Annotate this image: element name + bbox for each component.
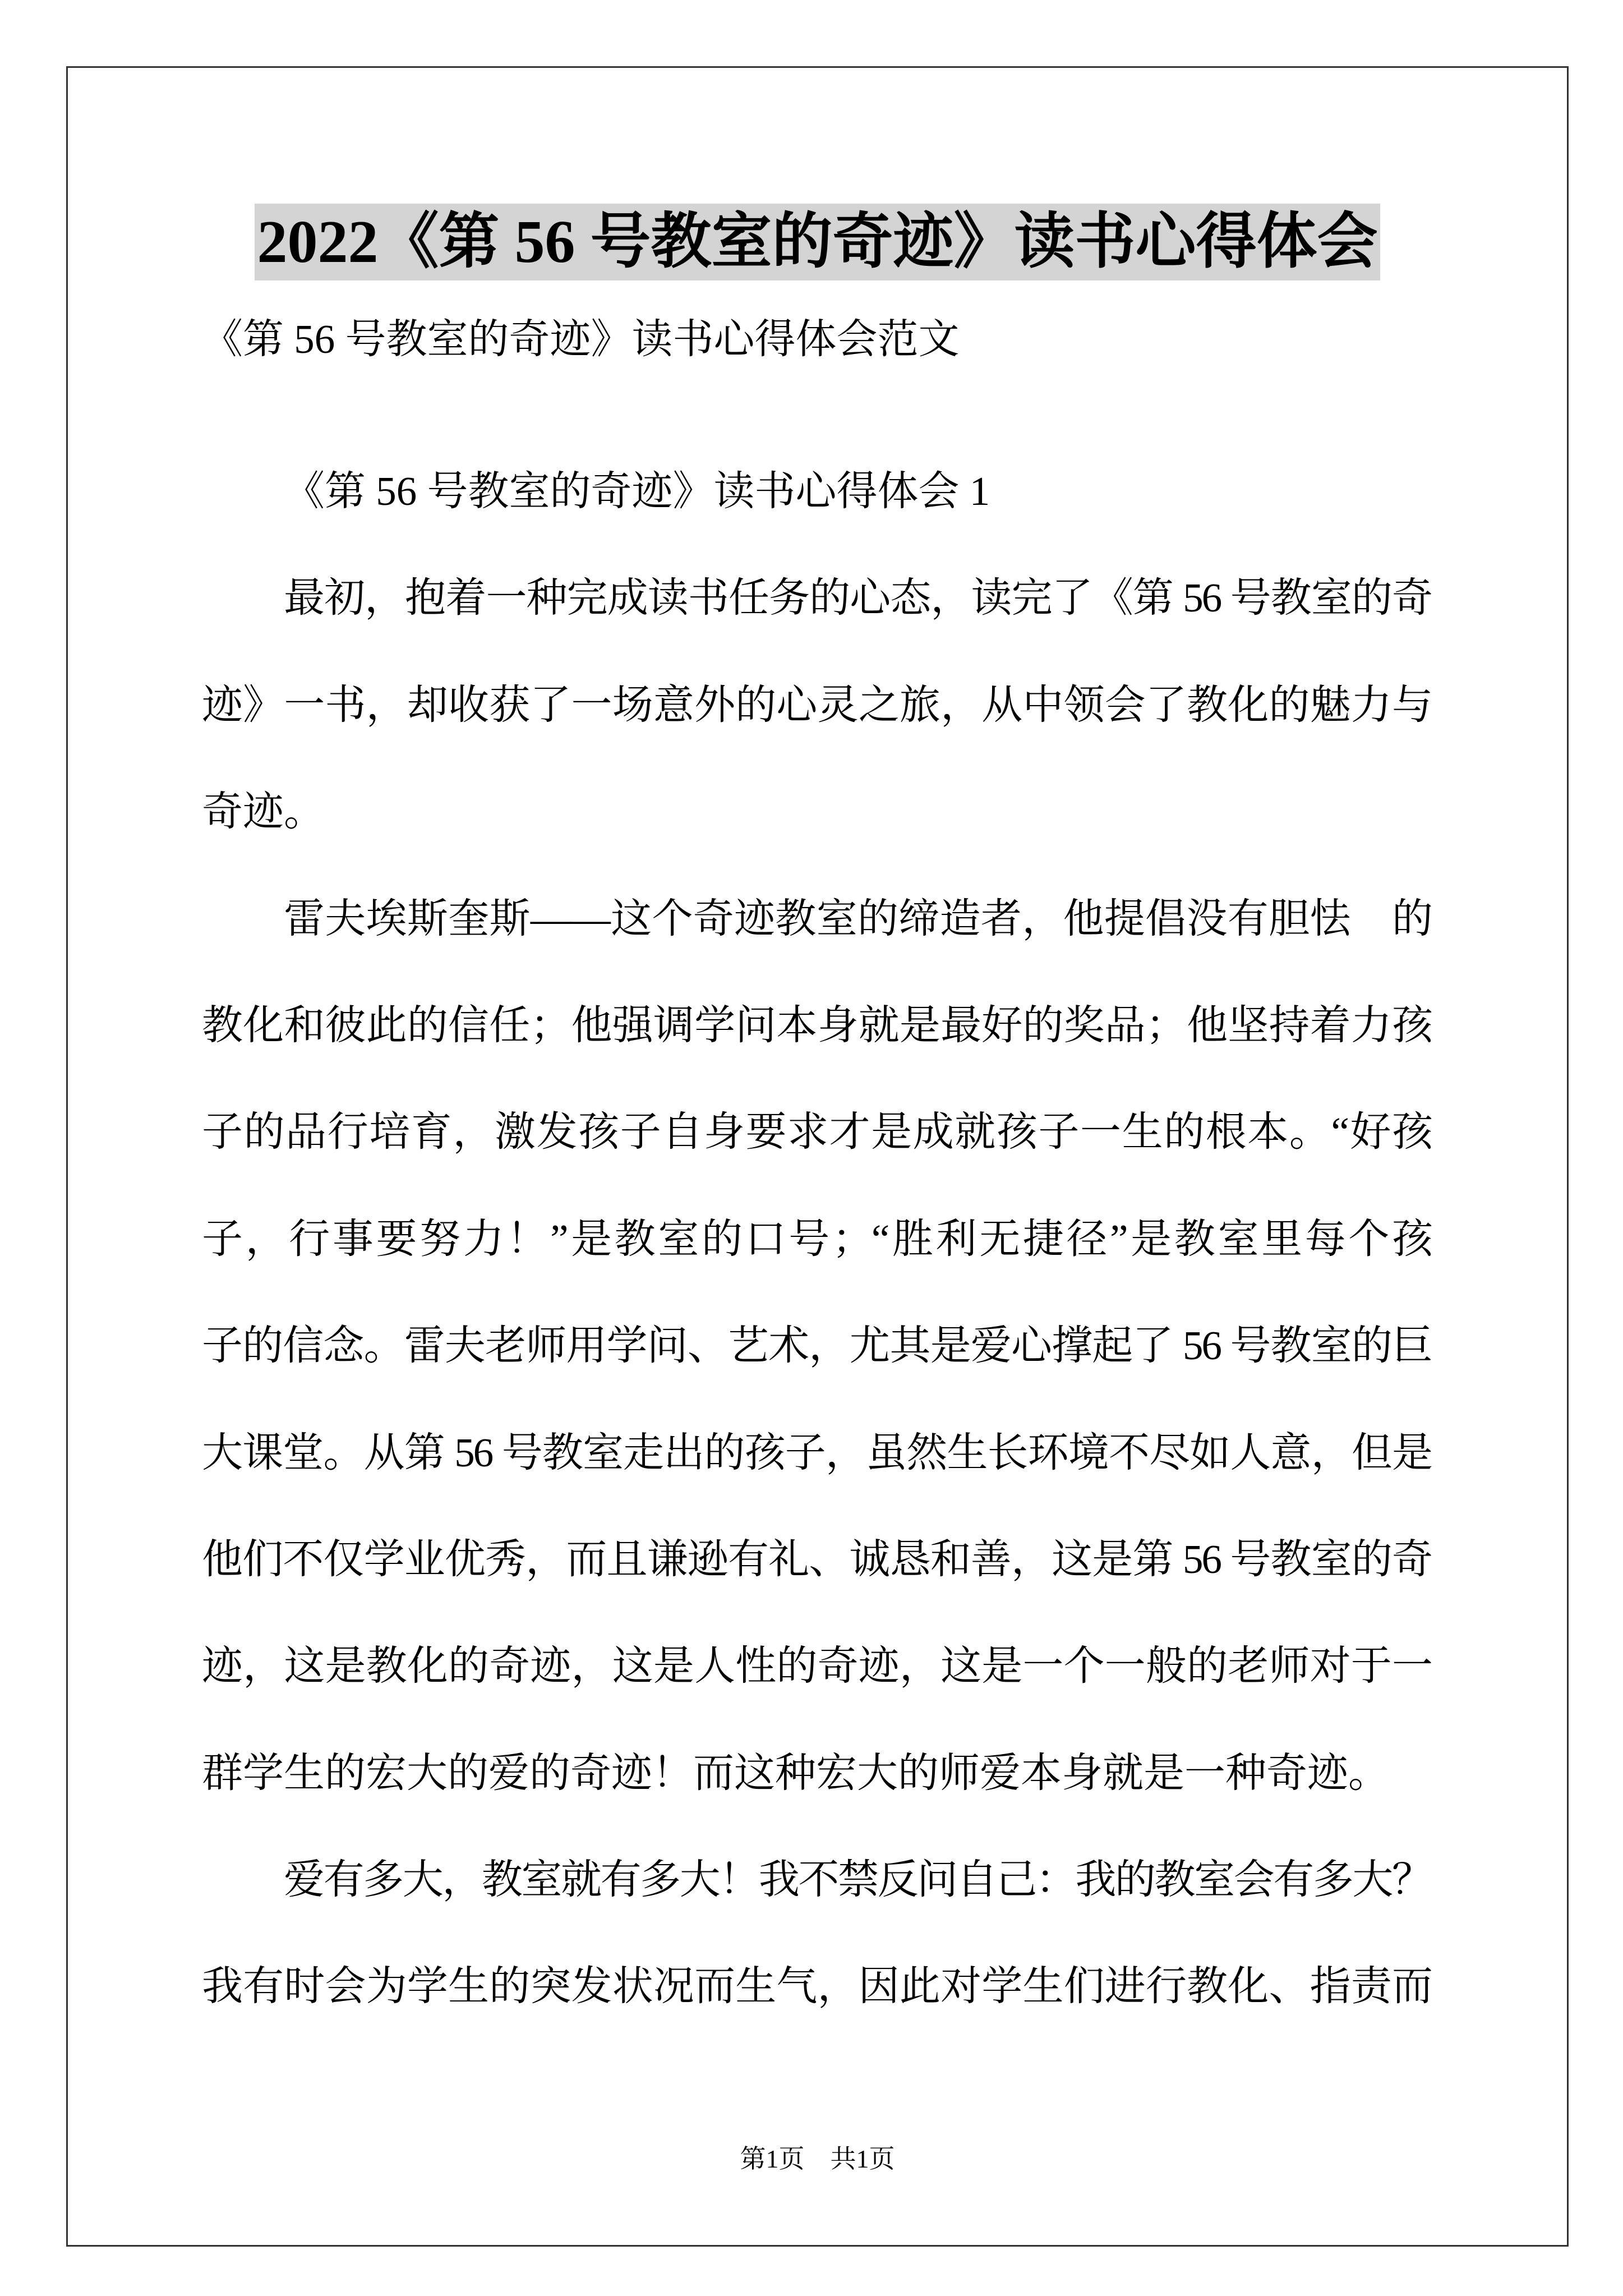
section-heading: 《第 56 号教室的奇迹》读书心得体会 1 (284, 468, 990, 514)
paragraph-1-line-2: 迹》一书，却收获了一场意外的心灵之旅，从中领会了教化的魅力与 (202, 682, 1431, 728)
subtitle: 《第 56 号教室的奇迹》读书心得体会范文 (202, 316, 960, 362)
paragraph-2-line-4: 子，行事要努力！”是教室的口号；“胜利无捷径”是教室里每个孩 (202, 1216, 1431, 1262)
paragraph-1-line-3: 奇迹。 (202, 789, 325, 835)
paragraph-2-line-1: 雷夫埃斯奎斯——这个奇迹教室的缔造者，他提倡没有胆怯 的 (284, 895, 1431, 941)
paragraph-2-line-6: 大课堂。从第 56 号教室走出的孩子，虽然生长环境不尽如人意，但是 (202, 1429, 1431, 1475)
paragraph-2-line-2: 教化和彼此的信任；他强调学问本身就是最好的奖品；他坚持着力孩 (202, 1002, 1431, 1048)
paragraph-2-line-3: 子的品行培育，激发孩子自身要求才是成就孩子一生的根本。“好孩 (202, 1109, 1431, 1155)
paragraph-2-line-7: 他们不仅学业优秀，而且谦逊有礼、诚恳和善，这是第 56 号教室的奇 (202, 1536, 1431, 1582)
paragraph-2-line-8: 迹，这是教化的奇迹，这是人性的奇迹，这是一个一般的老师对于一 (202, 1643, 1431, 1689)
title-row (66, 204, 1569, 280)
paragraph-3-line-1: 爱有多大，教室就有多大！我不禁反问自己：我的教室会有多大？ (284, 1857, 1431, 1903)
paragraph-2-line-9: 群学生的宏大的爱的奇迹！而这种宏大的师爱本身就是一种奇迹。 (202, 1750, 1389, 1796)
paragraph-2-line-5: 子的信念。雷夫老师用学问、艺术，尤其是爱心撑起了 56 号教室的巨 (202, 1323, 1431, 1369)
document-body (202, 286, 1431, 2040)
document-title: 2022《第 56 号教室的奇迹》读书心得体会 (255, 204, 1380, 280)
paragraph-1-line-1: 最初，抱着一种完成读书任务的心态，读完了《第 56 号教室的奇 (284, 575, 1431, 621)
page-footer: 第1页 共1页 (740, 2145, 895, 2173)
paragraph-3-line-2: 我有时会为学生的突发状况而生气，因此对学生们进行教化、指责而 (202, 1963, 1431, 2009)
